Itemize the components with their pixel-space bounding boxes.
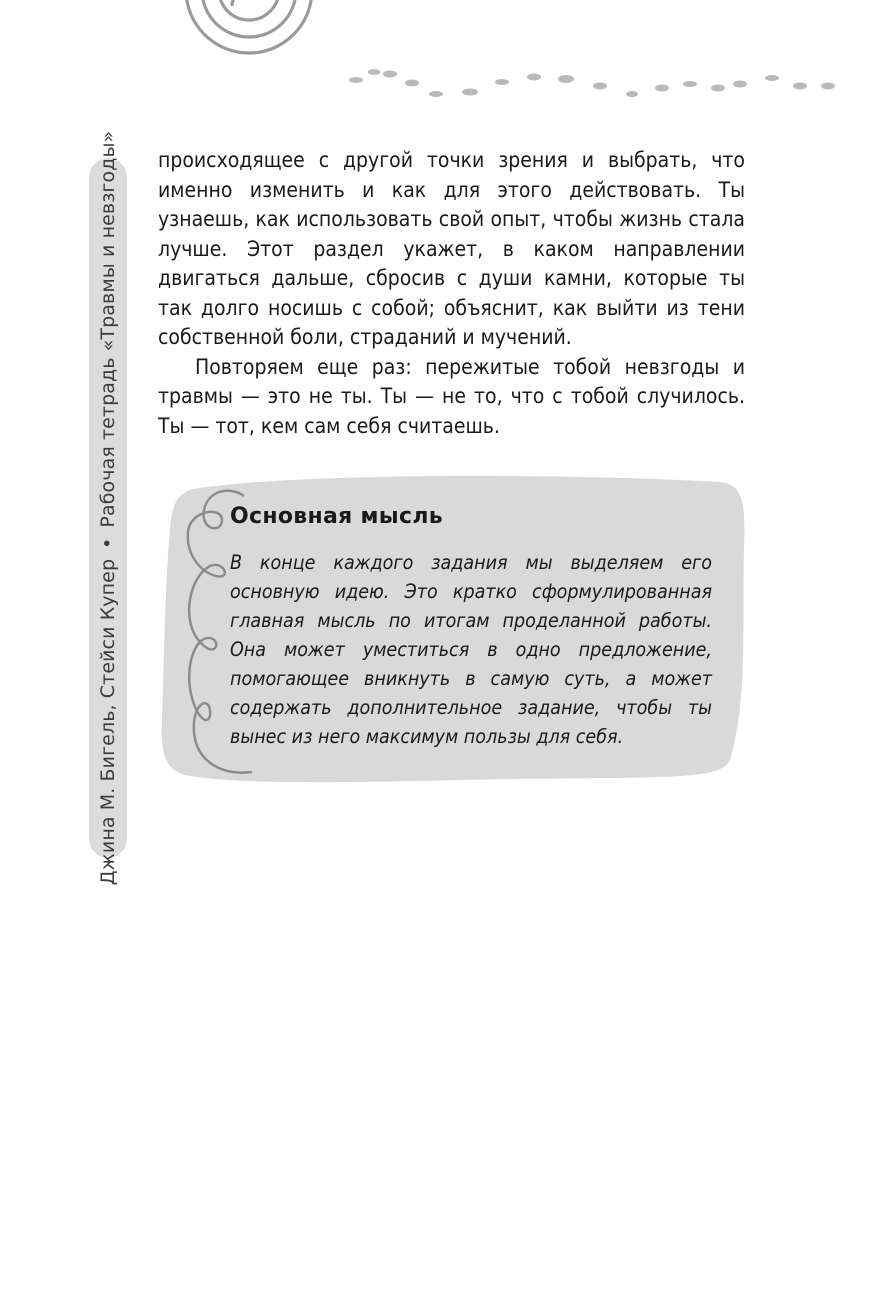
- key-idea-callout: [160, 470, 746, 788]
- spiral-dots-decoration: [0, 0, 886, 110]
- callout-title: Основная мысль: [230, 504, 443, 529]
- spine-separator: •: [97, 537, 119, 549]
- spine-book-title: Рабочая тетрадь «Травмы и невзгоды»: [97, 130, 119, 528]
- callout-text: В конце каждого задания мы выделяем его основную идею. Это кратко сформулированная главная мысль по итогам проделанной работы. Она может уместиться в одно предложение, помогающее вникнуть в самую суть, а может содержать дополнительное задание, чтобы ты вынес из него максимум пользы для себя.: [230, 551, 712, 748]
- spine-caption: [97, 131, 119, 886]
- spine-authors: Джина М. Бигель, Стейси Купер: [97, 558, 119, 886]
- paragraph-2: Повторяем еще раз: пережитые тобой невзгоды и травмы — это не ты. Ты — не то, что с тобой случилось. Ты — тот, кем сам себя считаешь.: [158, 354, 745, 438]
- body-text: [158, 146, 745, 441]
- dotted-trail: [349, 69, 835, 97]
- spiral-icon: [186, 0, 312, 53]
- paragraph-1: происходящее с другой точки зрения и выбрать, что именно изменить и как для этого действовать. Ты узнаешь, как использовать свой опыт, чтобы жизнь стала лучше. Этот раздел укажет, в каком направлении двигаться дальше, сбросив с души камни, которые ты так долго носишь с собой; объяснит, как выйти из тени собственной боли, страданий и мучений.: [158, 148, 745, 349]
